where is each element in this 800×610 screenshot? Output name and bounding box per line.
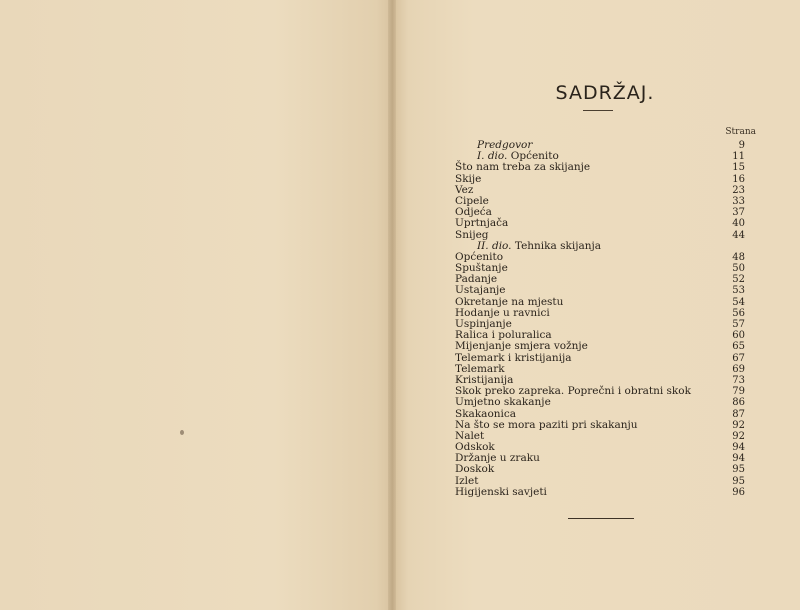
toc-entry-page: 87 [732,408,745,420]
table-of-contents [455,140,745,498]
toc-entry-text: Uspinjanje [455,318,512,330]
toc-entry-text: Ralica i poluralica [455,329,552,342]
toc-entry-text: Snijeg [455,228,489,241]
toc-entry-page: 48 [732,251,745,263]
toc-entry [455,487,745,498]
toc-entry-part: Predgovor [477,139,533,151]
toc-entry-page: 44 [732,229,745,241]
toc-entry-text: Okretanje na mjestu [455,295,564,308]
toc-entry-label [455,487,547,498]
toc-entry-text: Umjetno skakanje [455,396,551,409]
page-column-header: Strana [725,127,756,137]
toc-entry-page: 50 [732,263,745,275]
paper-speck [180,430,184,435]
toc-entry-text: Općenito [455,250,504,263]
toc-entry-page: 54 [732,296,745,308]
toc-entry-text: Mijenjanje smjera vožnje [455,340,588,353]
toc-entry-text: Odjeća [455,206,492,219]
toc-entry [455,453,745,464]
toc-entry-text: Skije [455,172,482,185]
toc-entry-page: 73 [732,374,745,386]
toc-entry-page: 65 [732,341,745,353]
toc-entry-page: 95 [732,475,745,487]
toc-entry-page: 57 [732,319,745,330]
toc-entry-page: 86 [732,397,745,409]
toc-entry [455,431,745,442]
closing-rule [568,518,634,519]
toc-entry-page: 15 [732,162,745,174]
toc-entry-page: 92 [732,430,745,442]
toc-entry-page: 95 [732,464,745,476]
toc-entry-text: Cipele [455,194,489,207]
toc-entry-text: Odskok [455,441,495,454]
title-underline [583,110,613,111]
toc-entry-page: 94 [732,442,745,454]
toc-entry-text: Izlet [455,474,479,487]
toc-entry [455,420,745,431]
toc-entry-page: 9 [738,140,745,151]
toc-entry-text: Higijenski savjeti [455,485,547,498]
toc-entry-text: Uprtnjača [455,217,509,230]
toc-entry-text: Ustajanje [455,284,506,297]
contents-title: SADRŽAJ. [555,82,655,104]
toc-entry-part: II. dio. [477,239,512,252]
toc-entry-page: 33 [732,195,745,207]
toc-entry-page: 11 [732,151,745,163]
toc-entry-page: 16 [732,173,745,185]
toc-entry-page: 56 [732,307,745,319]
toc-entry-text: Kristijanija [455,373,514,386]
toc-entry-text: Telemark [455,362,505,375]
toc-entry-text: Skok preko zapreka. Poprečni i obratni skok [455,385,691,398]
toc-entry-text: Držanje u zraku [455,452,540,465]
toc-entry-text: Što nam treba za skijanje [455,161,591,174]
toc-entry-page: 96 [732,486,745,498]
toc-entry [455,196,745,207]
toc-entry-page: 94 [732,453,745,465]
toc-entry-page: 37 [732,207,745,219]
toc-entry-text: Na što se mora paziti pri skakanju [455,418,638,431]
toc-entry-text: Padanje [455,273,498,286]
left-page-blank [0,0,392,610]
toc-entry-text: Vez [455,183,474,196]
book-gutter [388,0,396,610]
toc-entry [455,162,745,173]
toc-entry-text: Nalet [455,429,485,442]
toc-entry-page: 23 [732,184,745,196]
toc-entry [455,174,745,185]
toc-entry [455,218,745,229]
toc-entry-page: 69 [732,363,745,375]
toc-entry [455,185,745,196]
toc-entry-text: Općenito [510,150,559,163]
toc-entry-page: 40 [732,218,745,230]
toc-entry-page: 92 [732,419,745,431]
toc-entry-page: 53 [732,285,745,297]
toc-entry-text: Tehnika skijanja [514,239,602,252]
toc-entry-text: Skakaonica [455,407,517,420]
toc-entry-part: I. dio. [477,150,508,163]
toc-entry-text: Hodanje u ravnici [455,306,550,319]
toc-entry-text: Telemark i kristijanija [455,351,572,364]
toc-entry-text: Doskok [455,463,495,476]
toc-entry [455,464,745,475]
toc-entry-page: 60 [732,330,745,342]
toc-entry-page: 52 [732,274,745,286]
toc-entry [455,263,745,274]
toc-entry-text: Spuštanje [455,262,508,275]
toc-entry-page: 79 [732,386,745,398]
toc-entry-page: 67 [732,352,745,364]
